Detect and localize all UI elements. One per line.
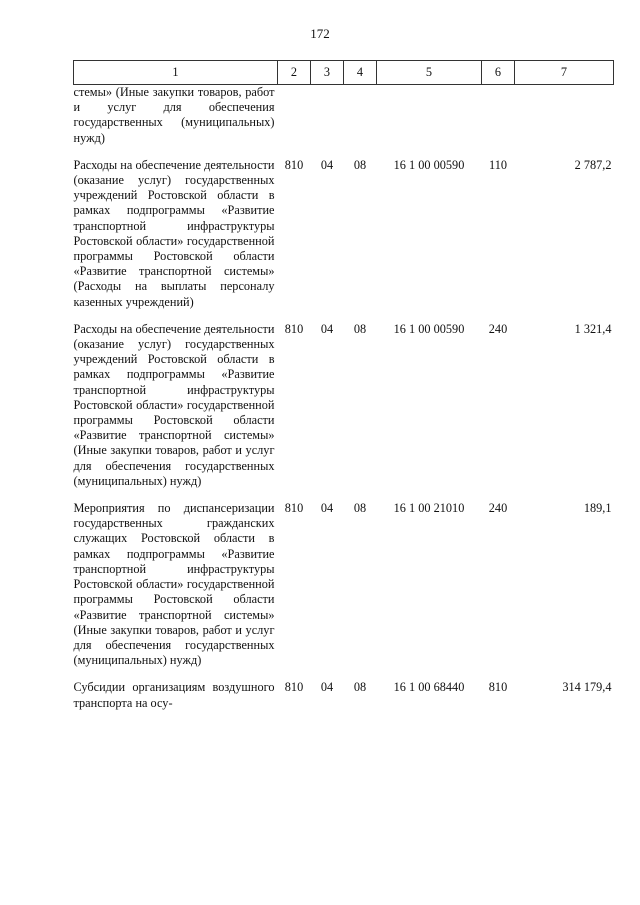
row-amount: 314 179,4 (562, 680, 612, 695)
column-header: 1 (74, 61, 278, 85)
row-target-article: 16 1 00 21010 (393, 501, 465, 516)
column-header: 2 (278, 61, 311, 85)
row-expense-type: 240 (488, 321, 508, 336)
page-number: 172 (310, 26, 330, 41)
budget-table (73, 60, 614, 723)
row-target-article: 16 1 00 00590 (393, 157, 465, 172)
row-section-code: 04 (320, 680, 334, 695)
row-expense-type (482, 85, 515, 158)
row-amount: 2 787,2 (574, 157, 612, 172)
row-subsection-code: 08 (353, 501, 367, 516)
row-description: стемы» (Иные закупки товаров, работ и услуг для обеспечения государственных (муниципальных) нужд) (73, 85, 275, 145)
table-row (74, 501, 614, 680)
row-ministry-code: 810 (284, 157, 304, 172)
row-amount: 1 321,4 (574, 321, 612, 336)
row-amount (515, 85, 614, 158)
row-expense-type: 240 (488, 501, 508, 516)
row-subsection-code: 08 (353, 680, 367, 695)
table-row (74, 322, 614, 501)
row-ministry-code: 810 (284, 321, 304, 336)
row-target-article: 16 1 00 00590 (393, 321, 465, 336)
table-row (74, 85, 614, 158)
table-row (74, 158, 614, 322)
row-description: Расходы на обеспечение деятельности (оказание услуг) государственных учреждений Ростовской области в рамках подпрограммы «Развитие транспортной инфраструктуры Ростовской области» государственной программы Ростовской области «Развитие транспортной системы» (Иные закупки товаров, работ и услуг для обеспечения государственных (муниципальных) нужд) (73, 321, 275, 488)
row-target-article (377, 85, 482, 158)
row-target-article: 16 1 00 68440 (393, 680, 465, 695)
row-section-code: 04 (320, 501, 334, 516)
column-header: 6 (482, 61, 515, 85)
row-description: Субсидии организациям воздушного транспорта на осу- (73, 680, 275, 710)
column-header: 4 (344, 61, 377, 85)
row-section-code: 04 (320, 321, 334, 336)
row-subsection-code (344, 85, 377, 158)
row-ministry-code: 810 (284, 501, 304, 516)
row-description: Мероприятия по диспансеризации государственных гражданских служащих Ростовской области в рамках подпрограммы «Развитие транспортной инфраструктуры Ростовской области» государственной программы Ростовской области «Развитие транспортной системы» (Иные закупки товаров, работ и услуг для обеспечения государственных (муниципальных) нужд) (73, 501, 275, 668)
row-subsection-code: 08 (353, 157, 367, 172)
column-header: 5 (377, 61, 482, 85)
table-header-row (74, 61, 614, 85)
row-section-code (311, 85, 344, 158)
column-header: 3 (311, 61, 344, 85)
row-description: Расходы на обеспечение деятельности (оказание услуг) государственных учреждений Ростовской области в рамках подпрограммы «Развитие транспортной инфраструктуры Ростовской области» государственной программы Ростовской области «Развитие транспортной системы» (Расходы на выплаты персоналу казенных учреждений) (73, 157, 275, 309)
row-subsection-code: 08 (353, 321, 367, 336)
row-expense-type: 810 (488, 680, 508, 695)
row-expense-type: 110 (489, 157, 507, 172)
column-header: 7 (515, 61, 614, 85)
table-row (74, 680, 614, 722)
row-ministry-code (278, 85, 311, 158)
row-ministry-code: 810 (284, 680, 304, 695)
row-amount: 189,1 (583, 501, 612, 516)
row-section-code: 04 (320, 157, 334, 172)
